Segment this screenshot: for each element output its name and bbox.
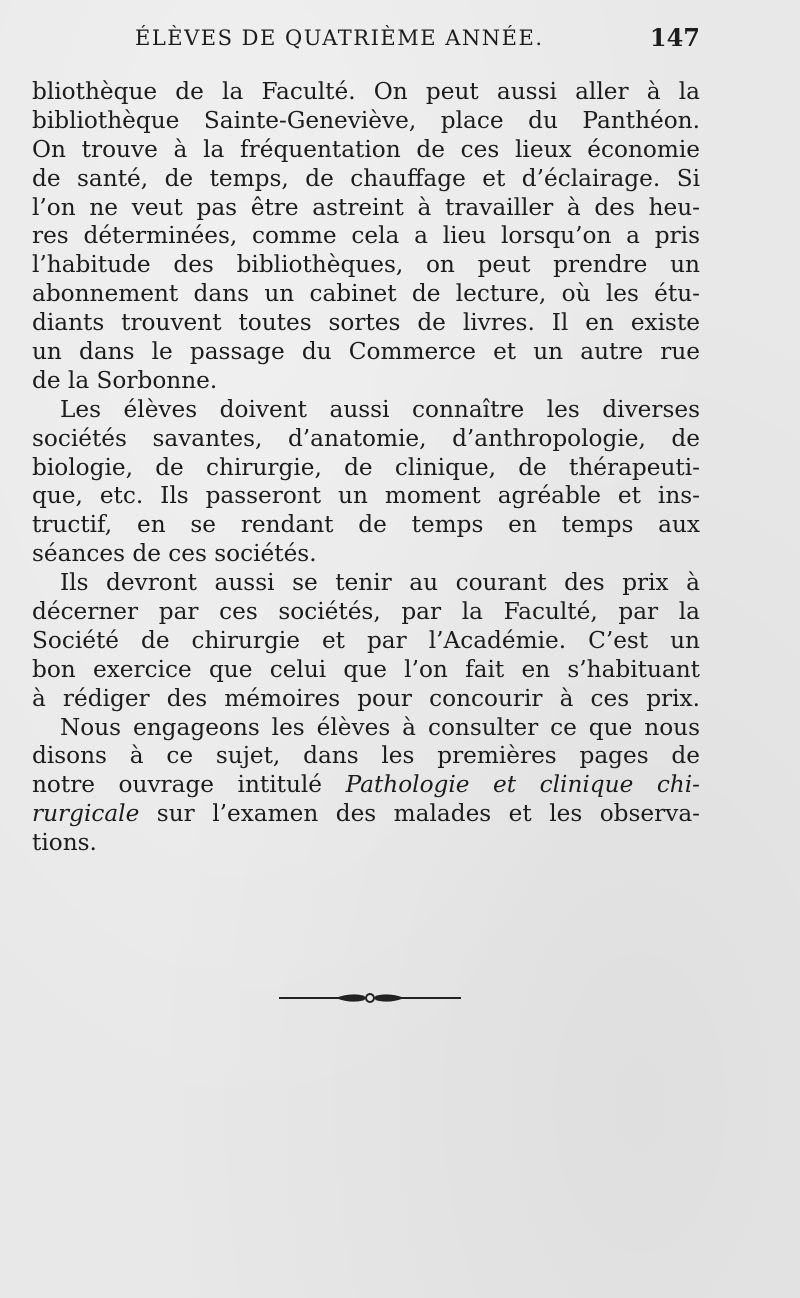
text-line: de la Sorbonne. <box>32 366 218 394</box>
text-line: biologie, de chirurgie, de clinique, de thérapeuti- <box>32 453 700 481</box>
text-line: On trouve à la fréquentation de ces lieux économie <box>32 135 700 163</box>
text-line: sociétés savantes, d’anatomie, d’anthropologie, de <box>32 424 700 452</box>
paragraph-start-line: Les élèves doivent aussi connaître les diverses <box>60 395 700 423</box>
text-line: bibliothèque Sainte-Geneviève, place du Panthéon. <box>32 106 700 134</box>
text-line: décerner par ces sociétés, par la Faculté, par la <box>32 598 700 626</box>
text-line: bon exercice que celui que l’on fait en s’habituant <box>32 655 700 683</box>
text-line: bliothèque de la Faculté. On peut aussi aller à la <box>32 78 700 105</box>
paragraph-start-line: Ils devront aussi se tenir au courant des prix à <box>60 569 700 597</box>
text-line: abonnement dans un cabinet de lecture, où les étu- <box>32 280 700 308</box>
text-line: séances de ces sociétés. <box>32 540 317 568</box>
page-number: 147 <box>649 23 700 52</box>
text-line: Société de chirurgie et par l’Académie. C’est un <box>32 626 700 654</box>
text-line: diants trouvent toutes sortes de livres. Il en existe <box>32 309 700 337</box>
text-line: res déterminées, comme cela a lieu lorsqu’on a pris <box>32 222 700 250</box>
text-line-roman: sur l’examen des malades et les observa- <box>139 800 700 828</box>
text-line: tions. <box>32 829 97 857</box>
text-line: l’on ne veut pas être astreint à travailler à des heu- <box>32 193 700 221</box>
paragraph-start-line: Nous engageons les élèves à consulter ce que nous <box>60 713 700 741</box>
book-title-italic: Pathologie et clinique chi- <box>345 771 700 799</box>
text-line <box>32 800 700 829</box>
text-line: un dans le passage du Commerce et un autre rue <box>32 338 700 366</box>
text-line: de santé, de temps, de chauffage et d’éclairage. Si <box>32 164 700 192</box>
page-header <box>135 23 700 58</box>
text-line: que, etc. Ils passeront un moment agréable et ins- <box>32 482 700 510</box>
text-line: disons à ce sujet, dans les premières pages de <box>32 742 700 770</box>
text-line-roman: notre ouvrage intitulé <box>32 771 346 799</box>
book-title-italic-cont: rurgicale <box>32 800 140 828</box>
text-line: l’habitude des bibliothèques, on peut prendre un <box>32 251 700 279</box>
text-line: à rédiger des mémoires pour concourir à ces prix. <box>32 684 700 712</box>
text-line: tructif, en se rendant de temps en temps aux <box>32 511 700 539</box>
tailpiece-ornament-icon <box>279 988 461 1008</box>
text-line <box>32 771 700 800</box>
running-title: ÉLÈVES DE QUATRIÈME ANNÉE. <box>135 26 544 50</box>
body-text <box>32 78 700 858</box>
